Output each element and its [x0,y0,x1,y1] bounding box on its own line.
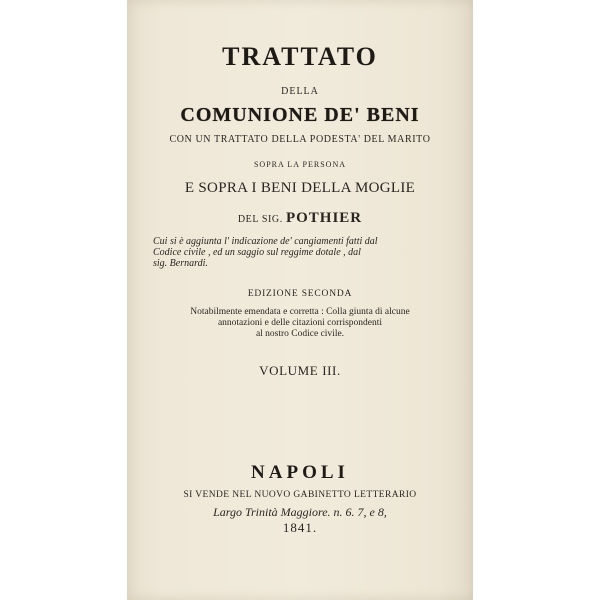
subtitle-line-large: E SOPRA I BENI DELLA MOGLIE [184,180,416,196]
author-name: POTHIER [285,210,363,226]
seller-address: Largo Trinità Maggiore. n. 6. 7, e 8, [213,505,387,519]
volume-label: VOLUME III. [259,363,341,378]
edition-label: EDIZIONE SECONDA [247,289,353,299]
amendment-note-line: Notabilmente emendata e corretta : Colla giunta di alcune [190,307,410,317]
book-title: TRATTATO [222,42,378,71]
author-line [127,210,473,227]
addition-note [153,236,435,269]
amendment-note-line: annotazioni e delle citazioni corrispondenti [217,318,383,328]
amendment-note [127,307,473,340]
book-title-page [127,0,473,600]
amendment-note-line: al nostro Codice civile. [255,329,345,339]
subtitle-line-small: SOPRA LA PERSONA [253,160,347,169]
author-prefix: DEL SIG. [237,214,283,225]
seller-line: SI VENDE NEL NUOVO GABINETTO LETTERARIO [183,490,417,500]
addition-note-line: sig. Bernardi. [153,258,208,269]
publication-year: 1841. [282,520,318,535]
addition-note-line: Codice civile , ed un saggio sul reggime dotale , dal [153,247,361,258]
publication-city: NAPOLI [251,462,349,483]
book-subject: COMUNIONE DE' BENI [180,104,420,126]
title-connector: DELLA [281,86,319,97]
addition-note-line: Cui si è aggiunta l' indicazione de' cangiamenti fatti dal [153,236,378,247]
subtitle-line: CON UN TRATTATO DELLA PODESTA' DEL MARITO [169,134,431,145]
